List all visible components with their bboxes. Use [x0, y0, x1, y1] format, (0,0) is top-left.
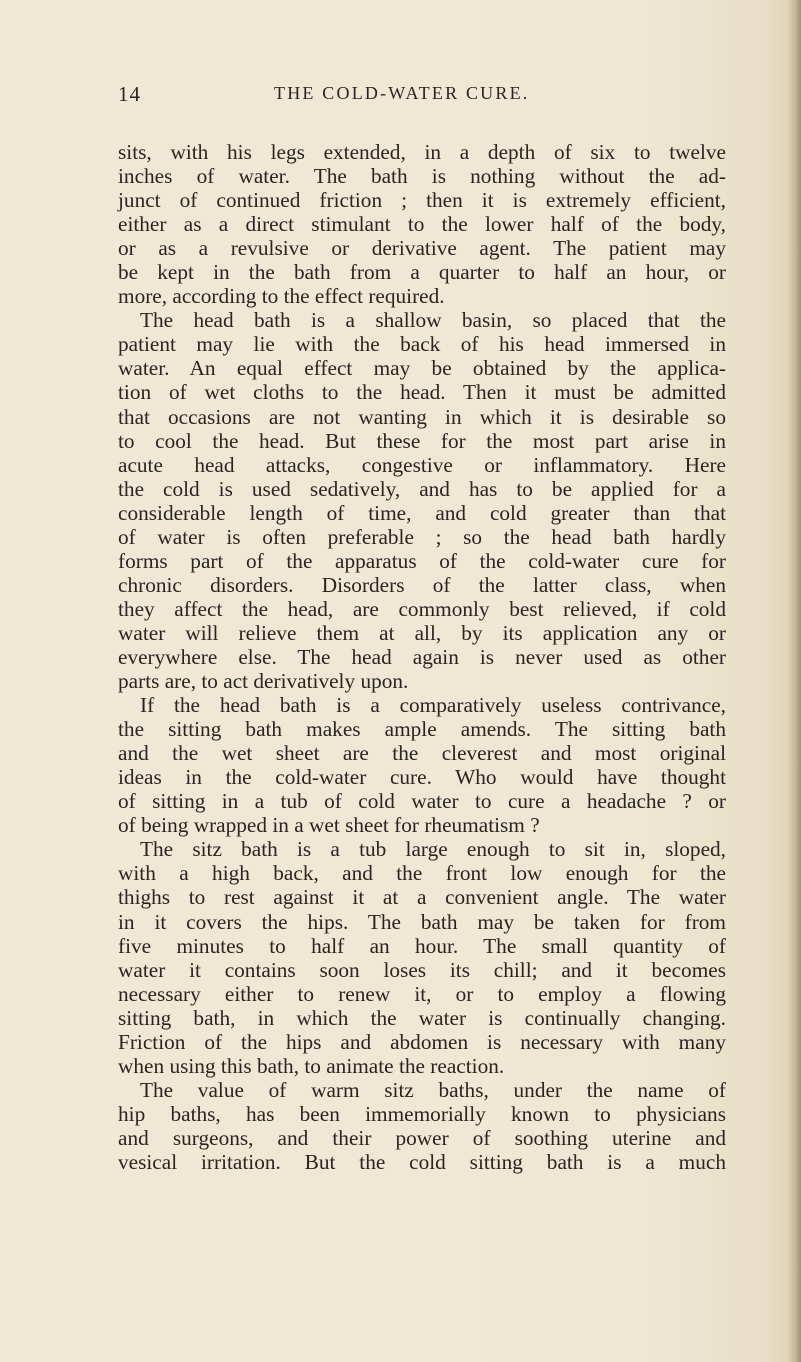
text-line: inches of water. The bath is nothing without the ad- [118, 164, 726, 189]
page-number: 14 [118, 82, 141, 106]
text-line: of being wrapped in a wet sheet for rheumatism ? [118, 813, 540, 838]
running-title: THE COLD-WATER CURE. [274, 83, 530, 103]
text-line: that occasions are not wanting in which it is desirable so [118, 404, 726, 429]
text-line: or as a revulsive or derivative agent. The patient may [118, 236, 726, 261]
text-line: everywhere else. The head again is never used as other [118, 644, 726, 669]
text-line: sits, with his legs extended, in a depth of six to twelve [118, 140, 726, 164]
text-line: vesical irritation. But the cold sitting bath is a much [118, 1149, 726, 1174]
text-line: considerable length of time, and cold greater than that [118, 500, 726, 525]
text-line: necessary either to renew it, or to employ a flowing [118, 981, 726, 1006]
text-line: the sitting bath makes ample amends. The sitting bath [118, 717, 726, 742]
text-line: five minutes to half an hour. The small quantity of [118, 933, 726, 958]
text-line: they affect the head, are commonly best relieved, if cold [118, 596, 726, 621]
page-edge-shadow [787, 0, 801, 1362]
text-line: acute head attacks, congestive or inflammatory. Here [118, 452, 726, 477]
text-line: chronic disorders. Disorders of the latter class, when [118, 572, 726, 597]
page-header [118, 82, 678, 112]
text-line: in it covers the hips. The bath may be taken for from [118, 909, 726, 934]
text-line: The value of warm sitz baths, under the name of [140, 1077, 726, 1102]
text-line: tion of wet cloths to the head. Then it must be admitted [118, 380, 726, 405]
text-line: and surgeons, and their power of soothing uterine and [118, 1125, 726, 1150]
text-line: more, according to the effect required. [118, 284, 445, 309]
text-line: sitting bath, in which the water is continually changing. [118, 1005, 726, 1030]
text-line: patient may lie with the back of his head immersed in [118, 332, 726, 357]
text-line: If the head bath is a comparatively useless contrivance, [140, 693, 726, 718]
text-line: water will relieve them at all, by its application any or [118, 620, 726, 645]
text-line: forms part of the apparatus of the cold-water cure for [118, 548, 726, 573]
text-line: the cold is used sedatively, and has to be applied for a [118, 476, 726, 501]
body-text [118, 140, 726, 1174]
text-line: The sitz bath is a tub large enough to sit in, sloped, [140, 837, 726, 862]
text-line: and the wet sheet are the cleverest and most original [118, 741, 726, 766]
text-line: water. An equal effect may be obtained by the applica- [118, 356, 726, 381]
text-line: ideas in the cold-water cure. Who would have thought [118, 765, 726, 790]
text-line: either as a direct stimulant to the lower half of the body, [118, 212, 726, 237]
text-line: thighs to rest against it at a convenient angle. The water [118, 885, 726, 910]
text-line: hip baths, has been immemorially known to physicians [118, 1101, 726, 1126]
text-line: water it contains soon loses its chill; and it becomes [118, 957, 726, 982]
text-line: of water is often preferable ; so the head bath hardly [118, 524, 726, 549]
text-line: junct of continued friction ; then it is extremely efficient, [118, 188, 726, 213]
text-line: parts are, to act derivatively upon. [118, 669, 409, 694]
text-line: when using this bath, to animate the reaction. [118, 1053, 505, 1078]
text-line: Friction of the hips and abdomen is necessary with many [118, 1029, 726, 1054]
text-line: be kept in the bath from a quarter to half an hour, or [118, 260, 726, 285]
text-line: of sitting in a tub of cold water to cure a headache ? or [118, 789, 726, 814]
text-line: to cool the head. But these for the most part arise in [118, 428, 726, 453]
text-line: with a high back, and the front low enough for the [118, 861, 726, 886]
text-line: The head bath is a shallow basin, so placed that the [140, 308, 726, 333]
